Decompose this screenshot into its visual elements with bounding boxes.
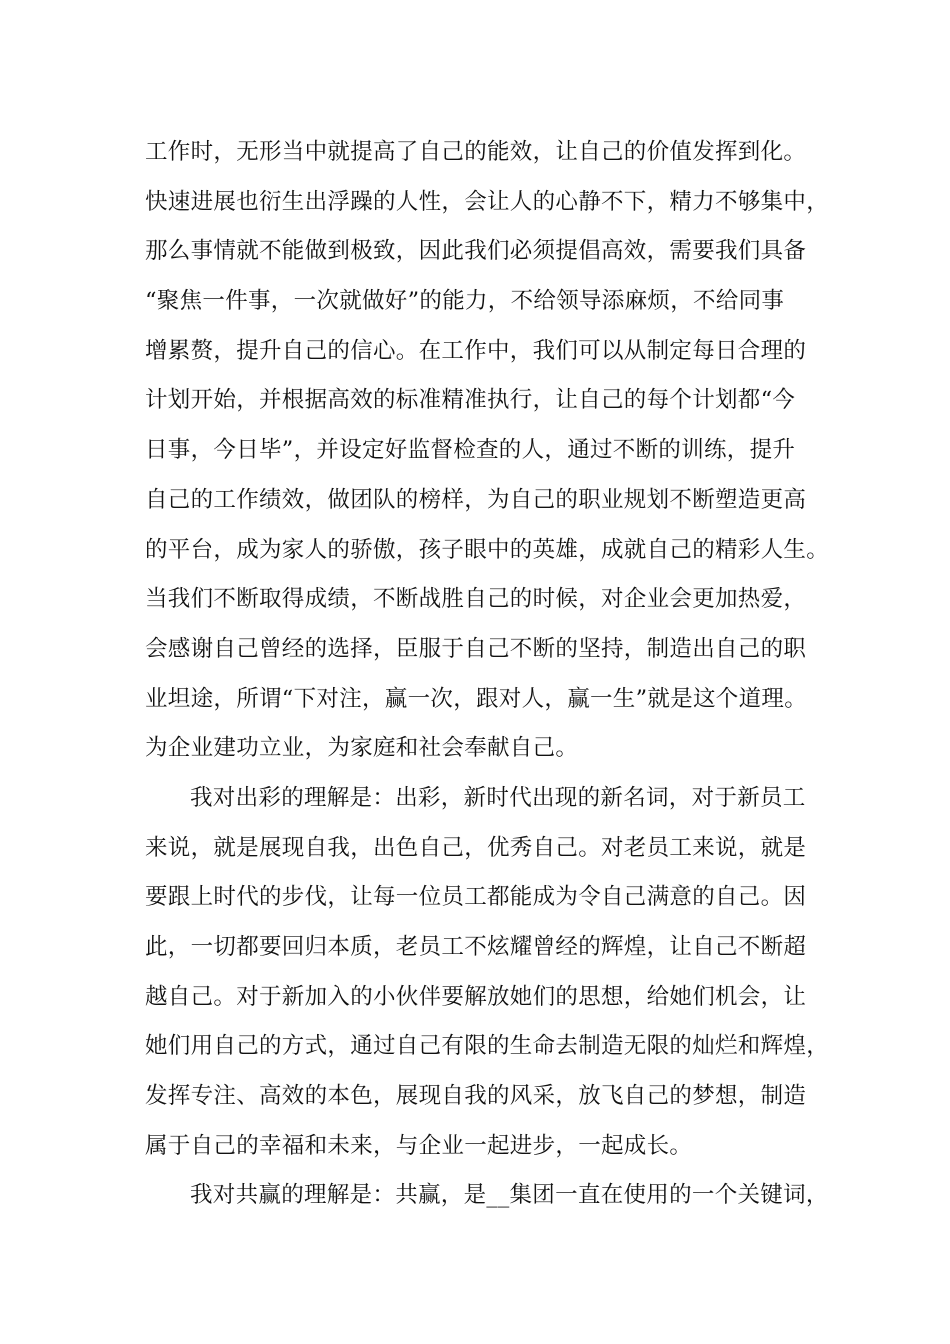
text-line: 自己的工作绩效，做团队的榜样，为自己的职业规划不断塑造更高 xyxy=(145,486,807,513)
text-line: 来说，就是展现自我，出色自己，优秀自己。对老员工来说，就是 xyxy=(145,834,807,861)
text-line: 计划开始，并根据高效的标准精准执行，让自己的每个计划都“今 xyxy=(145,387,796,414)
text-line: 增累赘，提升自己的信心。在工作中，我们可以从制定每日合理的 xyxy=(145,337,807,364)
text-line: 的平台，成为家人的骄傲，孩子眼中的英雄，成就自己的精彩人生。 xyxy=(145,536,830,563)
text-line: 为企业建功立业，为家庭和社会奉献自己。 xyxy=(145,735,579,762)
text-line: 那么事情就不能做到极致，因此我们必须提倡高效，需要我们具备 xyxy=(145,238,807,265)
text-line: 工作时，无形当中就提高了自己的能效，让自己的价值发挥到化。 xyxy=(145,139,807,165)
paragraph-start-line: 我对共赢的理解是：共赢，是__集团一直在使用的一个关键词， xyxy=(190,1182,829,1209)
text-line: 要跟上时代的步伐，让每一位员工都能成为令自己满意的自己。因 xyxy=(145,884,807,911)
text-line: 她们用自己的方式，通过自己有限的生命去制造无限的灿烂和辉煌， xyxy=(145,1033,830,1060)
text-line: 业坦途，所谓“下对注，赢一次，跟对人，赢一生”就是这个道理。 xyxy=(145,685,808,712)
text-line: 日事，今日毕”，并设定好监督检查的人，通过不断的训练，提升 xyxy=(145,437,796,464)
text-line: “聚焦一件事，一次就做好”的能力，不给领导添麻烦，不给同事 xyxy=(145,288,785,315)
text-line: 当我们不断取得成绩，不断战胜自己的时候，对企业会更加热爱， xyxy=(145,586,807,613)
text-line: 发挥专注、高效的本色，展现自我的风采，放飞自己的梦想，制造 xyxy=(145,1083,807,1110)
paragraph-start-line: 我对出彩的理解是：出彩，新时代出现的新名词，对于新员工 xyxy=(190,784,806,811)
text-line: 属于自己的幸福和未来，与企业一起进步，一起成长。 xyxy=(145,1132,693,1159)
text-line: 快速进展也衍生出浮躁的人性，会让人的心静不下，精力不够集中， xyxy=(145,188,830,215)
text-line: 越自己。对于新加入的小伙伴要解放她们的思想，给她们机会，让 xyxy=(145,983,807,1010)
document-body xyxy=(145,128,835,1221)
text-line: 此，一切都要回归本质，老员工不炫耀曾经的辉煌，让自己不断超 xyxy=(145,934,807,960)
text-line: 会感谢自己曾经的选择，臣服于自己不断的坚持，制造出自己的职 xyxy=(145,635,807,662)
